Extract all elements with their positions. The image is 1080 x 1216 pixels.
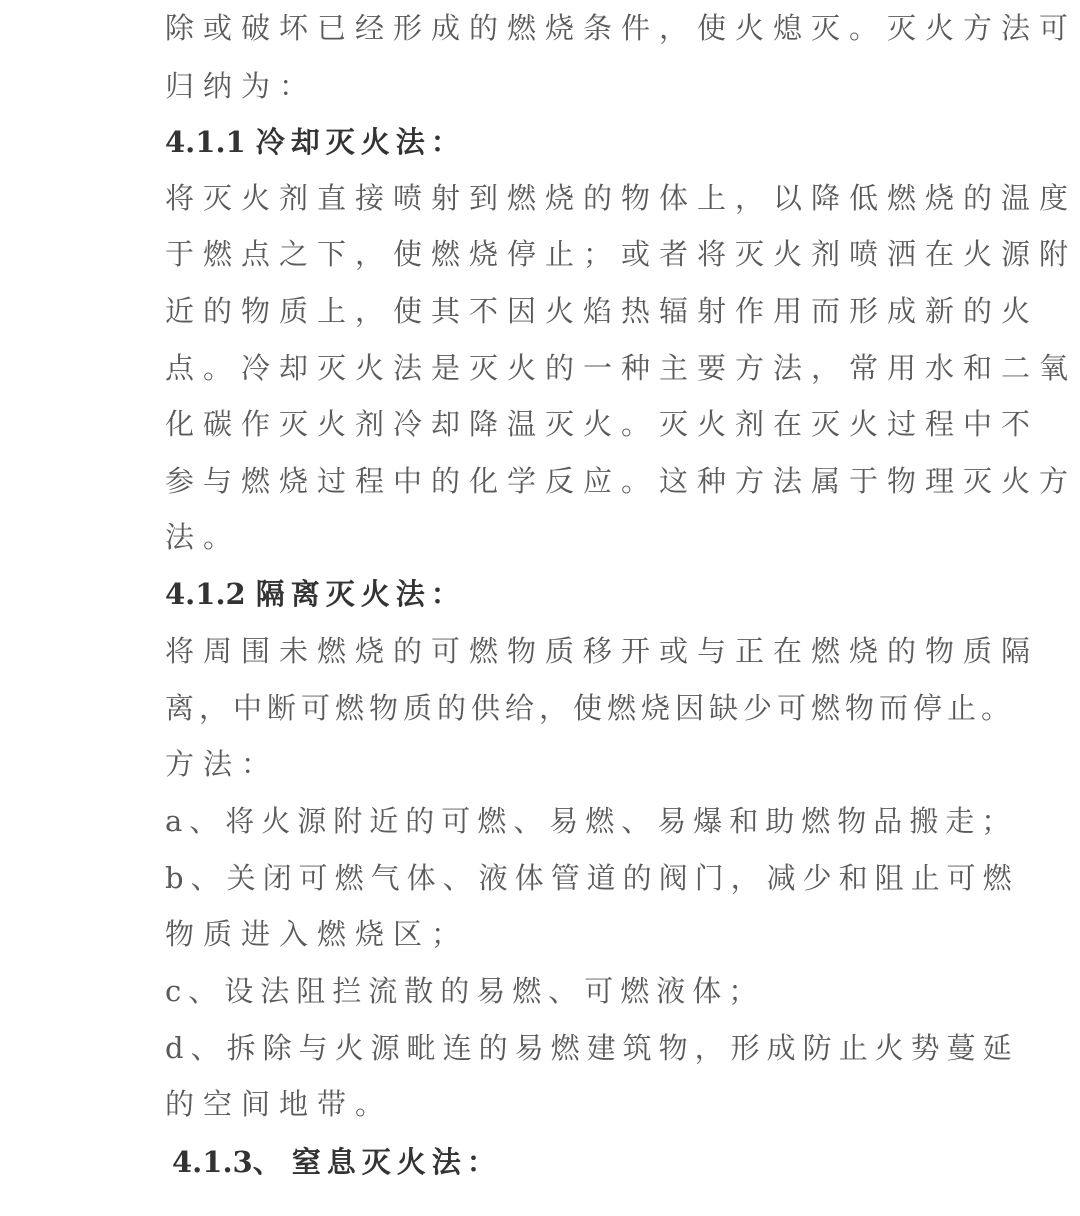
list-item-d: d、拆除与火源毗连的易燃建筑物，形成防止火势蔓延 (165, 1031, 1019, 1065)
paragraph-line: 法。 (165, 520, 242, 554)
paragraph-line: 物质进入燃烧区； (165, 917, 470, 951)
paragraph-line: 化碳作灭火剂冷却降温灭火。灭火剂在灭火过程中不 (165, 407, 1040, 441)
paragraph-line: 点。冷却灭火法是灭火的一种主要方法，常用水和二氧 (165, 351, 1078, 385)
paragraph-line: 归纳为： (165, 69, 318, 103)
section-heading-4-1-3 (172, 1142, 502, 1182)
list-item-a: a、将火源附近的可燃、易燃、易爆和助燃物品搬走； (165, 804, 1018, 838)
section-title: 窒息灭火法： (291, 1145, 502, 1179)
paragraph-line: 将灭火剂直接喷射到燃烧的物体上，以降低燃烧的温度 (165, 181, 1078, 215)
section-heading-4-1-1 (165, 122, 466, 162)
paragraph-line: 方法： (165, 747, 280, 781)
paragraph-line: 的空间地带。 (165, 1087, 394, 1121)
section-number: 4.1.1 (165, 125, 246, 159)
paragraph-line: 将周围未燃烧的可燃物质移开或与正在燃烧的物质隔 (165, 634, 1040, 668)
paragraph-line: 离，中断可燃物质的供给，使燃烧因缺少可燃物而停止。 (165, 691, 1016, 725)
paragraph-line: 于燃点之下，使燃烧停止；或者将灭火剂喷洒在火源附 (165, 237, 1078, 271)
paragraph-line: 近的物质上，使其不因火焰热辐射作用而形成新的火 (165, 294, 1040, 328)
section-heading-4-1-2 (165, 574, 466, 614)
section-number: 4.1.2 (165, 577, 246, 611)
section-title: 隔离灭火法： (255, 577, 466, 611)
paragraph-line: 参与燃烧过程中的化学反应。这种方法属于物理灭火方 (165, 464, 1078, 498)
paragraph-line: 除或破坏已经形成的燃烧条件，使火熄灭。灭火方法可 (165, 11, 1078, 45)
section-number: 4.1.3、 (172, 1145, 282, 1179)
section-title: 冷却灭火法： (255, 125, 466, 159)
list-item-c: c、设法阻拦流散的易燃、可燃液体； (165, 974, 765, 1008)
list-item-b: b、关闭可燃气体、液体管道的阀门，减少和阻止可燃 (165, 861, 1019, 895)
